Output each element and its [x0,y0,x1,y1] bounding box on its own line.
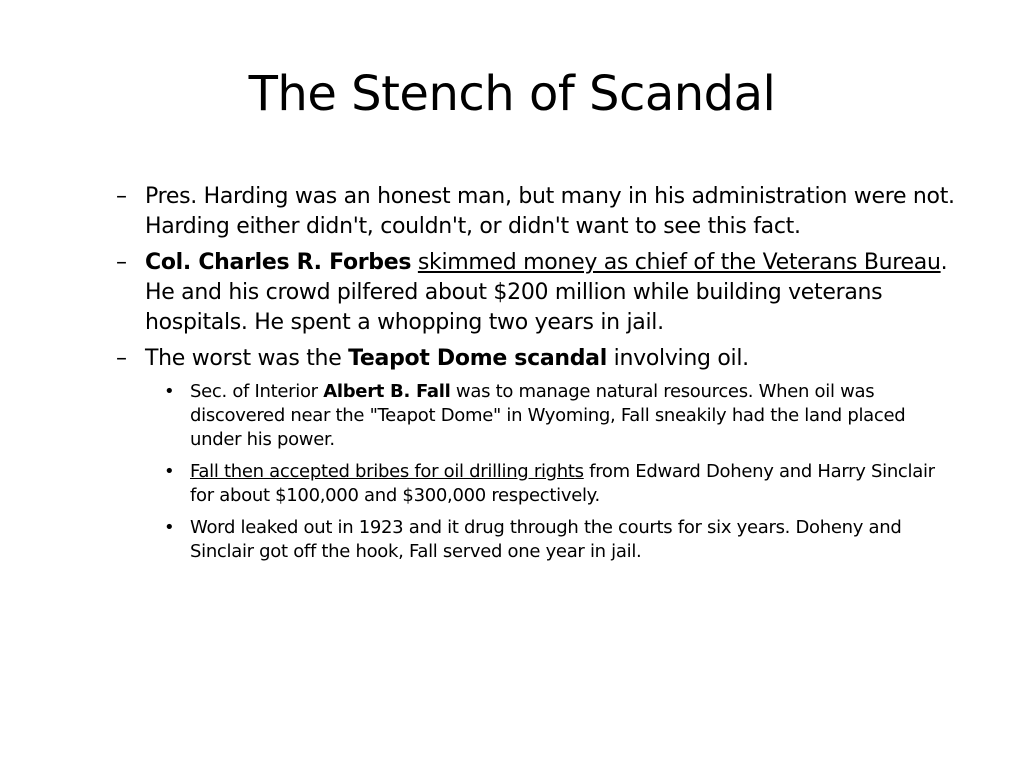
bullet-teapot [110,344,960,374]
subbullet-pre: Sec. of Interior [190,381,324,402]
bullet-pre: The worst was the [145,346,349,371]
slide-title: The Stench of Scandal [248,66,776,122]
bold-name: Albert B. Fall [323,381,451,402]
subbullet-text [190,460,960,508]
dash-marker: – [116,250,127,275]
subbullet-text: Word leaked out in 1923 and it drug through the courts for six years. Doheny and Sinclair got off the hook, Fall served one year in jail. [190,517,902,562]
dot-marker: • [164,381,175,402]
dash-marker: – [116,346,127,371]
bullet-rest: . He and his crowd pilfered about $200 million while building veterans hospitals. He spent a whopping two years in jail. [145,250,948,335]
underlined-phrase: Fall then accepted bribes for oil drilling rights [190,461,584,482]
bullet-text [145,344,960,374]
bullet-text: Pres. Harding was an honest man, but many in his administration were not. Harding either didn't, couldn't, or didn't want to see this fact. [145,184,955,239]
bullet-forbes [110,248,960,338]
bold-term: Teapot Dome scandal [348,346,607,371]
subbullet-bribes [164,460,960,508]
dash-marker: – [116,184,127,209]
subbullet-post: from Edward Doheny and Harry Sinclair for about $100,000 and $300,000 respectively. [190,461,935,506]
bullet-harding [110,182,960,242]
subbullet-fall [164,380,960,452]
subbullet-text [190,380,960,452]
bullet-text [145,248,960,338]
bold-name: Col. Charles R. Forbes [145,250,412,275]
slide-content [110,182,960,572]
underlined-phrase: skimmed money as chief of the Veterans Bureau [417,250,941,275]
bullet-post: involving oil. [606,346,749,371]
dot-marker: • [164,461,175,482]
subbullet-post: was to manage natural resources. When oil was discovered near the "Teapot Dome" in Wyoming, Fall sneakily had the land placed under his power. [190,381,906,450]
subbullet-outcome [164,516,960,564]
dot-marker: • [164,517,175,538]
